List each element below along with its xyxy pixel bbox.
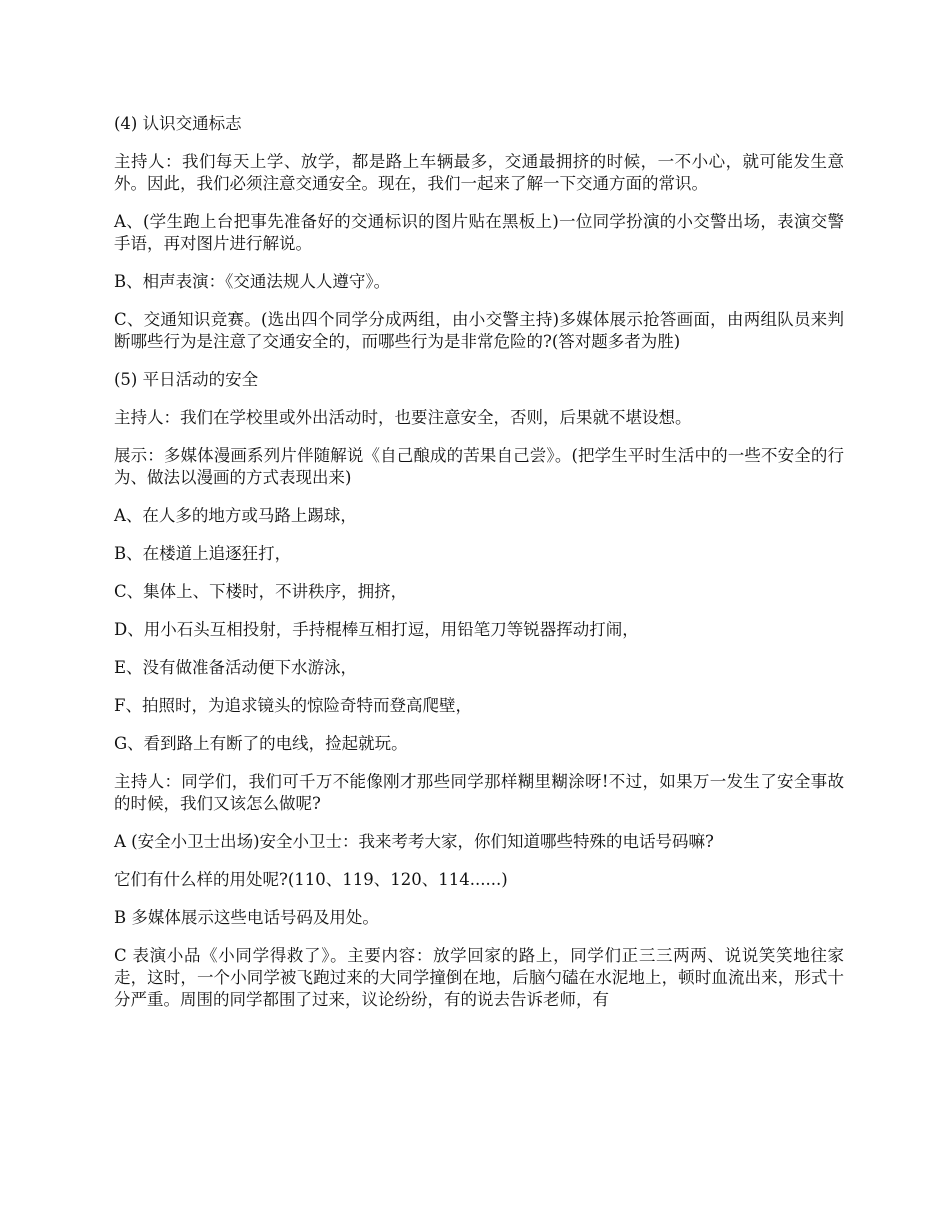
paragraph: 主持人：我们每天上学、放学，都是路上车辆最多，交通最拥挤的时候，一不小心，就可能发生意外。因此，我们必须注意交通安全。现在，我们一起来了解一下交通方面的常识。 [114, 152, 844, 193]
paragraph: 主持人：我们在学校里或外出活动时，也要注意安全，否则，后果就不堪设想。 [114, 408, 692, 427]
list-item: A、在人多的地方或马路上踢球， [114, 506, 357, 525]
list-item: E、没有做准备活动便下水游泳， [114, 658, 358, 677]
section-heading-traffic-signs: (4) 认识交通标志 [114, 114, 242, 133]
paragraph: C、交通知识竞赛。(选出四个同学分成两组，由小交警主持)多媒体展示抢答画面，由两组队员来判断哪些行为是注意了交通安全的，而哪些行为是非常危险的?(答对题多者为胜) [114, 310, 844, 351]
paragraph: B、相声表演：《交通法规人人遵守》。 [114, 272, 391, 291]
section-heading-daily-activity-safety: (5) 平日活动的安全 [114, 370, 259, 389]
paragraph: 它们有什么样的用处呢?(110、119、120、114......) [114, 870, 508, 889]
paragraph: 主持人：同学们，我们可千万不能像刚才那些同学那样糊里糊涂呀!不过，如果万一发生了安全事故的时候，我们又该怎么做呢? [114, 772, 844, 813]
paragraph: A (安全小卫士出场)安全小卫士：我来考考大家，你们知道哪些特殊的电话号码嘛? [114, 832, 714, 851]
list-item: G、看到路上有断了的电线，捡起就玩。 [114, 734, 408, 753]
list-item: B、在楼道上追逐狂打， [114, 544, 292, 563]
paragraph: C 表演小品《小同学得救了》。主要内容：放学回家的路上，同学们正三三两两、说说笑笑地往家走，这时，一个小同学被飞跑过来的大同学撞倒在地，后脑勺磕在水泥地上，顿时血流出来，形式十分严重。周围的同学都围了过来，议论纷纷，有的说去告诉老师，有 [114, 946, 844, 1009]
document-body [114, 113, 844, 1027]
list-item: D、用小石头互相投射，手持棍棒互相打逗，用铅笔刀等锐器挥动打闹， [114, 620, 639, 639]
paragraph: 展示：多媒体漫画系列片伴随解说《自己酿成的苦果自己尝》。(把学生平时生活中的一些不安全的行为、做法以漫画的方式表现出来) [114, 446, 844, 487]
paragraph: A、(学生跑上台把事先准备好的交通标识的图片贴在黑板上)一位同学扮演的小交警出场，表演交警手语，再对图片进行解说。 [114, 212, 844, 253]
list-item: C、集体上、下楼时，不讲秩序，拥挤， [114, 582, 408, 601]
list-item: F、拍照时，为追求镜头的惊险奇特而登高爬壁， [114, 696, 472, 715]
paragraph: B 多媒体展示这些电话号码及用处。 [114, 908, 379, 927]
